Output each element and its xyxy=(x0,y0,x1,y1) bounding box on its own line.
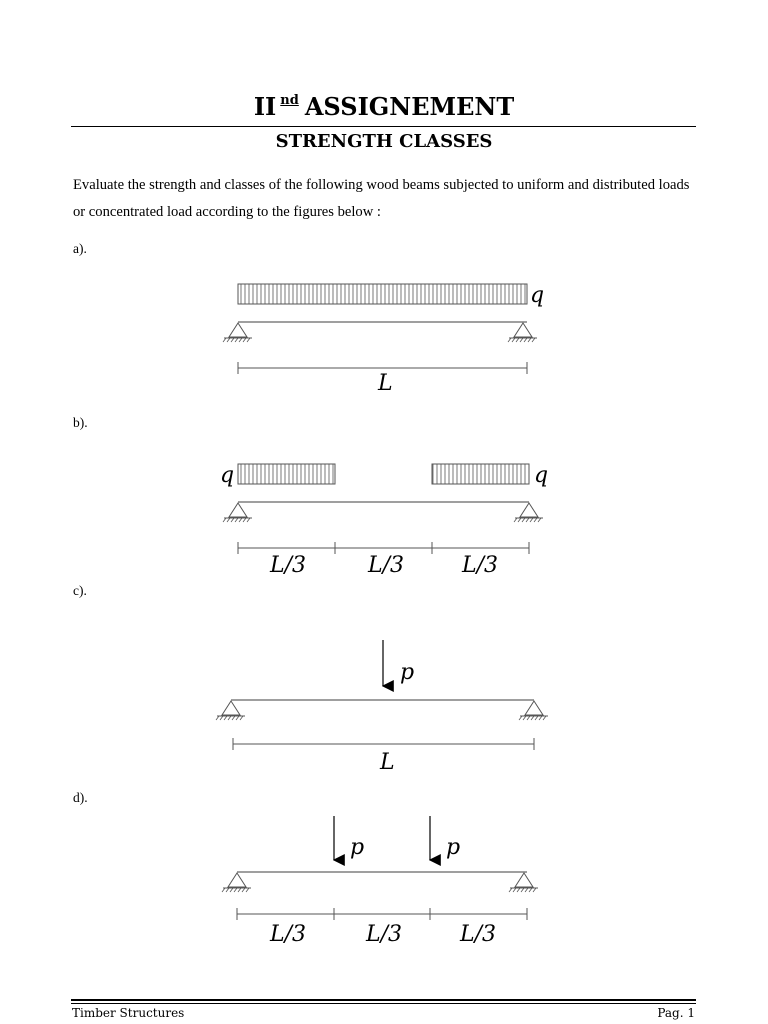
distributed-load-a xyxy=(238,284,527,304)
distributed-load-b-left xyxy=(238,464,335,484)
figure-b-diagram xyxy=(220,463,548,578)
instructions-paragraph: Evaluate the strength and classes of the following wood beams subjected to uniform and distributed loads or concentrated load according to the figures below : xyxy=(73,177,690,220)
span-l-a: L xyxy=(378,371,393,396)
figure-a-diagram xyxy=(223,283,544,396)
title-rest: ASSIGNEMENT xyxy=(304,92,515,121)
footer-course-title: Timber Structures xyxy=(72,1006,185,1020)
title-main: II xyxy=(253,92,277,121)
span-d-3: L/3 xyxy=(460,922,497,947)
support-left-c xyxy=(216,701,245,720)
figure-d-label: d). xyxy=(73,790,88,805)
span-d-1: L/3 xyxy=(270,922,307,947)
span-l-c: L xyxy=(380,750,395,775)
force-p-d-1: p xyxy=(350,835,365,860)
footer-page-number: Pag. 1 xyxy=(657,1006,695,1020)
load-q-b-left: q xyxy=(220,463,235,488)
support-right-b xyxy=(514,503,543,522)
support-left-b xyxy=(223,503,252,522)
support-right-a xyxy=(508,323,537,342)
load-q-b-right: q xyxy=(534,463,549,488)
figure-a-label: a). xyxy=(73,241,87,256)
span-b-3: L/3 xyxy=(462,553,499,578)
support-right-c xyxy=(519,701,548,720)
force-p-d-2: p xyxy=(446,835,461,860)
distributed-load-b-right xyxy=(432,464,529,484)
figure-c-diagram xyxy=(216,640,548,775)
span-b-2: L/3 xyxy=(368,553,405,578)
footer-rule-thick xyxy=(71,999,696,1001)
support-right-d xyxy=(509,873,538,892)
span-b-1: L/3 xyxy=(270,553,307,578)
figure-b-label: b). xyxy=(73,415,88,430)
figure-d-diagram xyxy=(222,816,538,947)
figure-c-label: c). xyxy=(73,583,87,598)
support-left-a xyxy=(223,323,252,342)
force-p-c: p xyxy=(400,660,415,685)
load-q-a: q xyxy=(530,283,545,308)
footer-rule-thin xyxy=(71,1003,696,1004)
page-subtitle: STRENGTH CLASSES xyxy=(275,131,493,152)
title-superscript: nd xyxy=(280,93,299,108)
span-d-2: L/3 xyxy=(366,922,403,947)
support-left-d xyxy=(222,873,251,892)
